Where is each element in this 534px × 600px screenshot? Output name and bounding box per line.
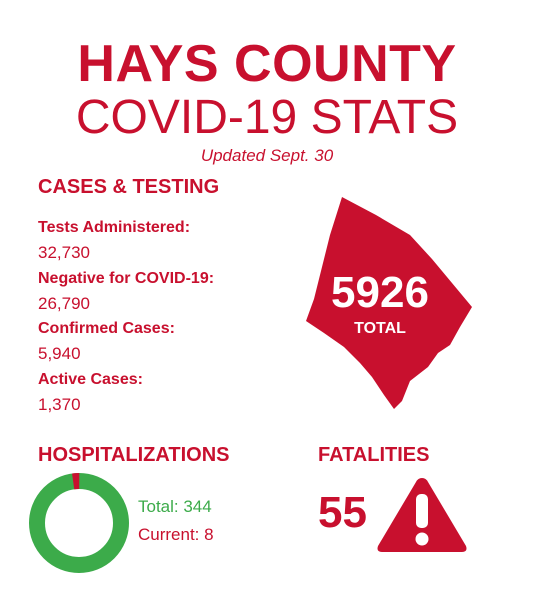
total-cases-number: 5926 xyxy=(331,268,429,317)
stat-value-confirmed: 5,940 xyxy=(38,344,81,363)
hospitalizations-donut xyxy=(27,471,131,575)
hospitalizations-total: Total: 344 xyxy=(138,497,212,516)
updated-date: Updated Sept. 30 xyxy=(200,146,334,165)
total-cases-label: TOTAL xyxy=(354,320,406,337)
stat-value-tests: 32,730 xyxy=(38,243,90,262)
stat-label-tests: Tests Administered: xyxy=(38,219,191,236)
hospitalizations-heading: HOSPITALIZATIONS xyxy=(38,444,230,466)
donut-total-ring xyxy=(37,481,121,565)
fatalities-heading: FATALITIES xyxy=(318,444,430,466)
stat-value-negative: 26,790 xyxy=(38,294,90,313)
warning-triangle-icon xyxy=(374,474,470,556)
stat-label-active: Active Cases: xyxy=(38,371,143,388)
fatalities-number: 55 xyxy=(318,488,367,537)
cases-testing-heading: CASES & TESTING xyxy=(38,176,220,198)
stat-label-confirmed: Confirmed Cases: xyxy=(38,320,175,337)
hospitalizations-current: Current: 8 xyxy=(138,525,214,544)
page-title-line2: COVID-19 STATS xyxy=(75,91,459,144)
stat-value-active: 1,370 xyxy=(38,395,81,414)
page-title-line1: HAYS COUNTY xyxy=(77,35,457,93)
stat-label-negative: Negative for COVID-19: xyxy=(38,270,215,287)
